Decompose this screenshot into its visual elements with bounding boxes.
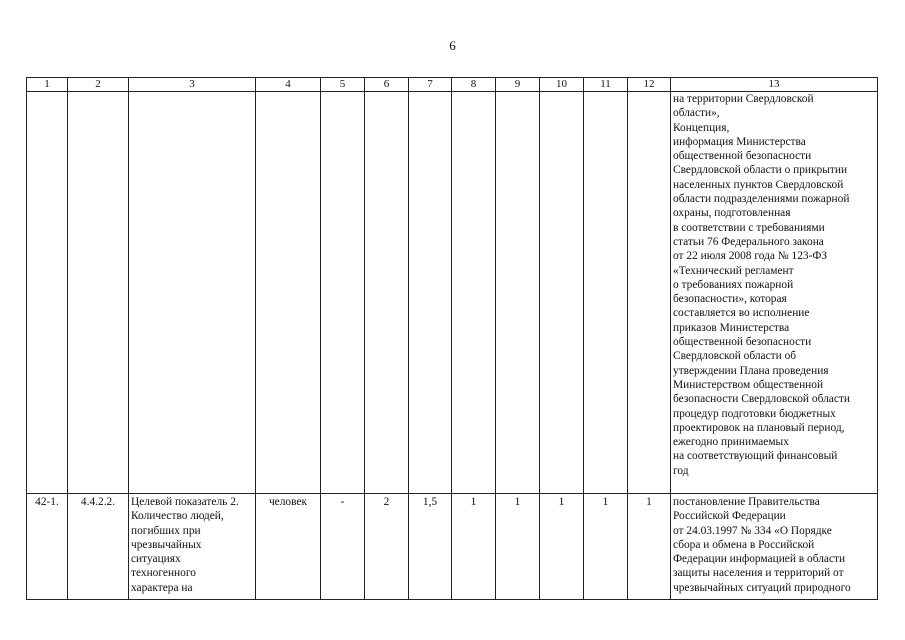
table-cell (256, 92, 321, 494)
column-header: 12 (628, 78, 671, 92)
source-documents-cell (671, 494, 878, 600)
column-header: 1 (27, 78, 68, 92)
value-cell: - (321, 494, 365, 600)
table-cell (584, 92, 628, 494)
value-cell: 2 (365, 494, 409, 600)
value-cell: 1 (496, 494, 540, 600)
column-header: 6 (365, 78, 409, 92)
text-line: техногенного (131, 567, 196, 580)
text-line: ежегодно принимаемых (673, 436, 789, 449)
table-cell (321, 92, 365, 494)
text-line: от 24.03.1997 № 334 «О Порядке (673, 524, 832, 537)
table-cell (452, 92, 496, 494)
column-header: 7 (409, 78, 452, 92)
text-line: области подразделениями пожарной (673, 193, 850, 206)
text-line: чрезвычайных ситуаций природного (673, 581, 851, 594)
source-documents-cell (671, 92, 878, 494)
text-line: Количество людей, (131, 510, 224, 523)
text-line: о требованиях пожарной (673, 278, 794, 291)
column-header: 5 (321, 78, 365, 92)
text-line: Министерством общественной (673, 378, 824, 391)
column-number-row (27, 78, 878, 92)
text-line: Целевой показатель 2. (131, 496, 239, 508)
text-line: на территории Свердловской (673, 93, 814, 105)
text-line: от 22 июля 2008 года № 123-ФЗ (673, 250, 828, 263)
table-row (27, 92, 878, 494)
text-line: Свердловской области о прикрытии (673, 164, 848, 177)
text-line: процедур подготовки бюджетных (673, 407, 836, 420)
text-line: безопасности Свердловской области (673, 393, 850, 406)
text-line: информация Министерства (673, 135, 806, 148)
value-cell: 1 (628, 494, 671, 600)
text-line: области», (673, 107, 720, 120)
text-line: на соответствующий финансовый (673, 450, 838, 463)
text-line: утверждении Плана проведения (673, 364, 829, 377)
text-line: погибших при (131, 524, 201, 537)
row-number-cell: 42-1. (27, 494, 68, 600)
text-line: безопасности», которая (673, 293, 787, 306)
table-cell (496, 92, 540, 494)
indicator-code-cell: 4.4.2.2. (68, 494, 129, 600)
value-cell: 1,5 (409, 494, 452, 600)
table-cell (27, 92, 68, 494)
text-line: общественной безопасности (673, 336, 812, 349)
unit-cell: человек (256, 494, 321, 600)
column-header: 4 (256, 78, 321, 92)
indicators-table (26, 77, 878, 600)
column-header: 2 (68, 78, 129, 92)
column-header: 13 (671, 78, 878, 92)
table-row (27, 494, 878, 600)
text-line: составляется во исполнение (673, 307, 810, 320)
text-line: ситуациях (131, 553, 181, 566)
text-line: Свердловской области об (673, 350, 797, 363)
column-header: 9 (496, 78, 540, 92)
column-header: 8 (452, 78, 496, 92)
text-line: сбора и обмена в Российской (673, 538, 815, 551)
text-line: приказов Министерства (673, 321, 790, 334)
value-cell: 1 (540, 494, 584, 600)
text-line: постановление Правительства (673, 496, 820, 508)
column-header: 11 (584, 78, 628, 92)
text-line: охраны, подготовленная (673, 207, 791, 220)
text-line: Федерации информацией в области (673, 553, 846, 566)
text-line: населенных пунктов Свердловской (673, 178, 844, 191)
column-header: 10 (540, 78, 584, 92)
page-number: 6 (449, 38, 456, 53)
text-line: год (673, 464, 689, 477)
table-cell (409, 92, 452, 494)
table-cell (129, 92, 256, 494)
text-line: статьи 76 Федерального закона (673, 235, 824, 248)
text-line: в соответствии с требованиями (673, 221, 825, 234)
column-header: 3 (129, 78, 256, 92)
text-line: Концепция, (673, 121, 730, 134)
table-cell (540, 92, 584, 494)
table-cell (365, 92, 409, 494)
indicator-name-cell (129, 494, 256, 600)
text-line: общественной безопасности (673, 150, 812, 163)
text-line: проектировок на плановый период, (673, 421, 845, 434)
table-cell (628, 92, 671, 494)
text-line: чрезвычайных (131, 538, 202, 551)
text-line: «Технический регламент (673, 264, 794, 277)
value-cell: 1 (452, 494, 496, 600)
text-line: характера на (131, 581, 193, 594)
value-cell: 1 (584, 494, 628, 600)
text-line: Российской Федерации (673, 510, 786, 523)
text-line: защиты населения и территорий от (673, 567, 844, 580)
table-cell (68, 92, 129, 494)
